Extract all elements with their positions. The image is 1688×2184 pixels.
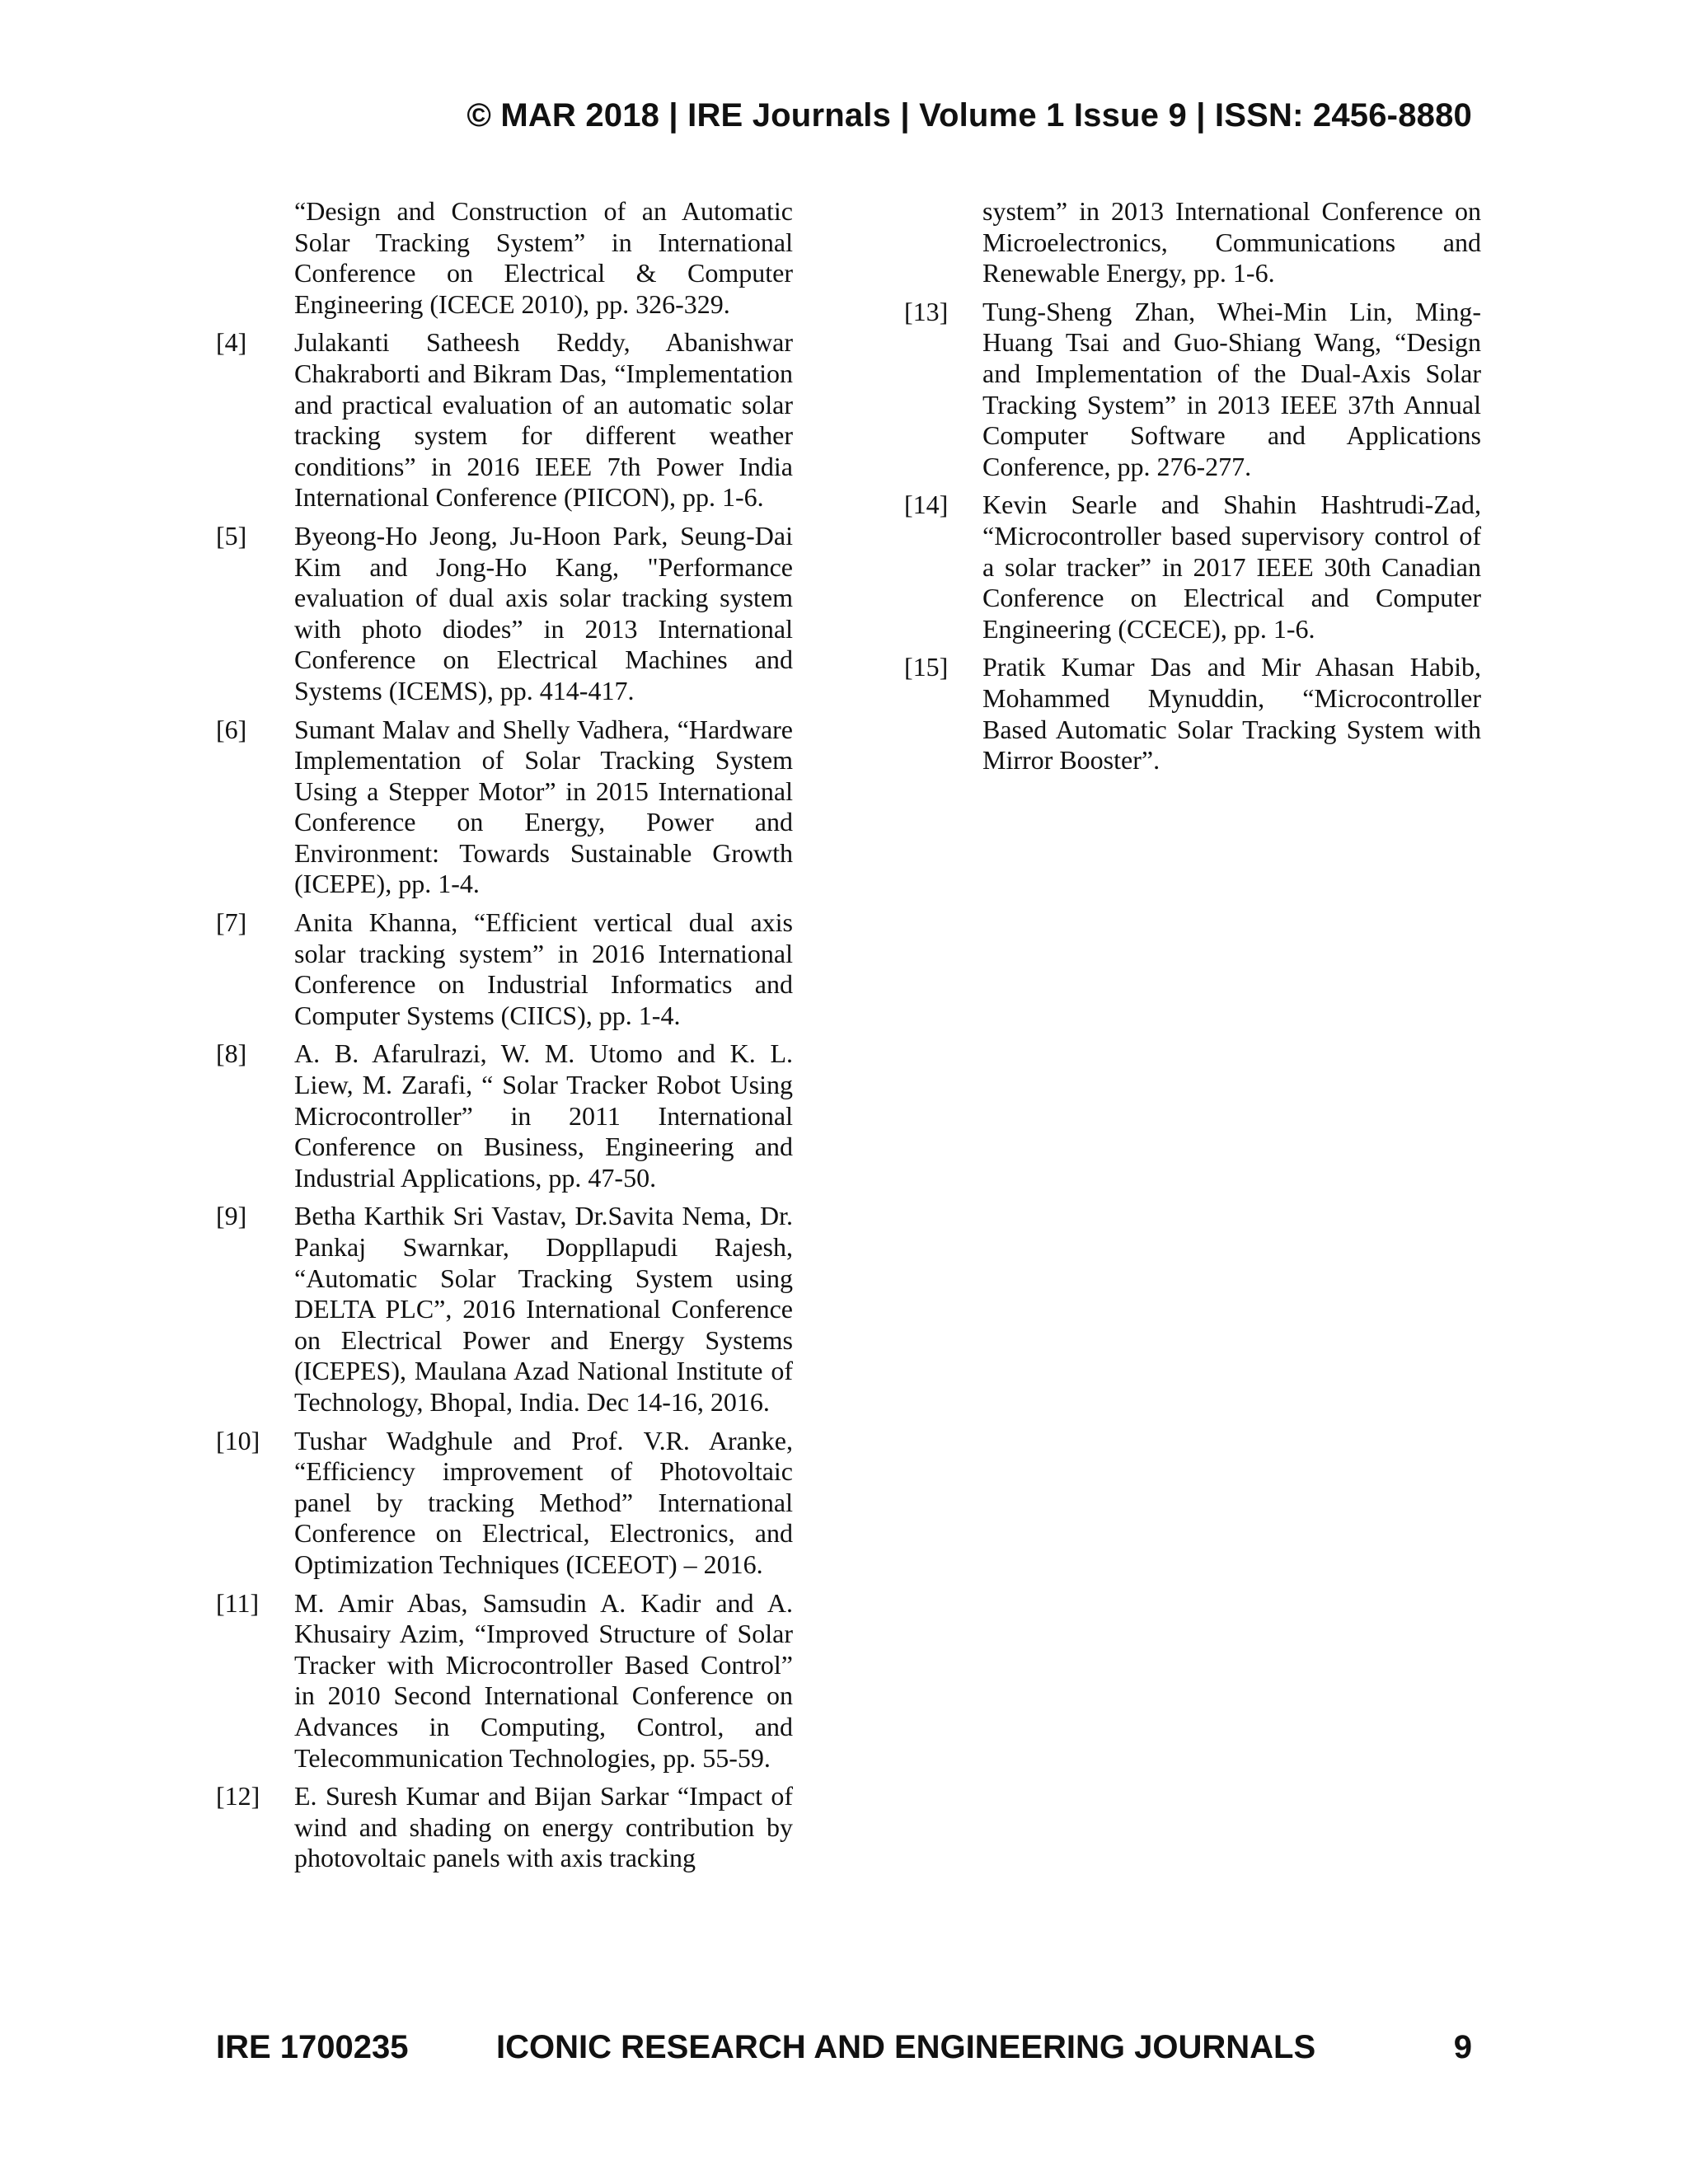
reference-text: Julakanti Satheesh Reddy, Abanishwar Chakraborti and Bikram Das, “Implementation and practical evaluation of an automatic solar tracking system for different weather conditions” in 2016 IEEE 7th Power India International Conference (PIICON), pp. 1-6. <box>294 327 793 513</box>
reference-item <box>904 652 1481 776</box>
reference-item <box>216 521 793 707</box>
reference-number: [4] <box>216 327 247 358</box>
reference-text: Tung-Sheng Zhan, Whei-Min Lin, Ming-Huang Tsai and Guo-Shiang Wang, “Design and Implementation of the Dual-Axis Solar Tracking System” in 2013 IEEE 37th Annual Computer Software and Applications Conference, pp. 276-277. <box>982 296 1481 481</box>
reference-number: [15] <box>904 652 949 682</box>
reference-text: Tushar Wadghule and Prof. V.R. Aranke, “Efficiency improvement of Photovoltaic panel by tracking Method” International Conference on Electrical, Electronics, and Optimization Techniques (ICEEOT) – 2016. <box>294 1425 793 1579</box>
footer-paper-id: IRE 1700235 <box>216 2029 409 2065</box>
reference-number: [11] <box>216 1587 260 1618</box>
reference-number: [9] <box>216 1201 247 1231</box>
reference-text: Pratik Kumar Das and Mir Ahasan Habib, Mohammed Mynuddin, “Microcontroller Based Automatic Solar Tracking System with Mirror Booster”. <box>982 652 1481 776</box>
reference-item <box>216 327 793 513</box>
reference-continuation: system” in 2013 International Conference on Microelectronics, Communications and Renewable Energy, pp. 1-6. <box>982 196 1481 288</box>
reference-item <box>216 1038 793 1193</box>
reference-text: Sumant Malav and Shelly Vadhera, “Hardware Implementation of Solar Tracking System Using a Stepper Motor” in 2015 International Conference on Energy, Power and Environment: Towards Sustainable Growth (ICEPE), pp. 1-4. <box>294 714 793 899</box>
reference-item <box>216 1426 793 1581</box>
reference-number: [14] <box>904 490 949 520</box>
journal-header: © MAR 2018 | IRE Journals | Volume 1 Issue 9 | ISSN: 2456-8880 <box>467 97 1472 134</box>
reference-number: [5] <box>216 520 247 551</box>
reference-number: [13] <box>904 296 949 326</box>
reference-number: [6] <box>216 714 247 744</box>
reference-text: M. Amir Abas, Samsudin A. Kadir and A. Khusairy Azim, “Improved Structure of Solar Tracker with Microcontroller Based Control” in 2010 Second International Conference on Advances in Computing, Control, and Telecommunication Technologies, pp. 55-59. <box>294 1587 793 1773</box>
reference-item <box>216 1781 793 1874</box>
reference-text: A. B. Afarulrazi, W. M. Utomo and K. L. Liew, M. Zarafi, “ Solar Tracker Robot Using Microcontroller” in 2011 International Conference on Business, Engineering and Industrial Applications, pp. 47-50. <box>294 1038 793 1193</box>
reference-item <box>216 715 793 901</box>
reference-item <box>904 297 1481 483</box>
reference-item <box>216 1588 793 1774</box>
reference-item <box>216 907 793 1031</box>
reference-text: Byeong-Ho Jeong, Ju-Hoon Park, Seung-Dai Kim and Jong-Ho Kang, "Performance evaluation of dual axis solar tracking system with photo diodes” in 2013 International Conference on Electrical Machines and Systems (ICEMS), pp. 414-417. <box>294 520 793 705</box>
reference-continuation: “Design and Construction of an Automatic Solar Tracking System” in International Conference on Electrical & Computer Engineering (ICECE 2010), pp. 326-329. <box>294 196 793 319</box>
reference-number: [8] <box>216 1038 247 1069</box>
reference-text: Kevin Searle and Shahin Hashtrudi-Zad, “Microcontroller based supervisory control of a solar tracker” in 2017 IEEE 30th Canadian Conference on Electrical and Computer Engineering (CCECE), pp. 1-6. <box>982 490 1481 644</box>
reference-item <box>216 1201 793 1418</box>
reference-number: [10] <box>216 1425 260 1455</box>
reference-text: Anita Khanna, “Efficient vertical dual axis solar tracking system” in 2016 International Conference on Industrial Informatics and Computer Systems (CIICS), pp. 1-4. <box>294 907 793 1030</box>
right-column <box>904 196 1481 784</box>
reference-text: E. Suresh Kumar and Bijan Sarkar “Impact of wind and shading on energy contribution by photovoltaic panels with axis tracking <box>294 1781 793 1873</box>
reference-number: [7] <box>216 907 247 938</box>
reference-item <box>904 490 1481 644</box>
footer-journal-name: ICONIC RESEARCH AND ENGINEERING JOURNALS <box>496 2029 1316 2065</box>
footer-page-number: 9 <box>1453 2029 1472 2065</box>
reference-text: Betha Karthik Sri Vastav, Dr.Savita Nema, Dr. Pankaj Swarnkar, Doppllapudi Rajesh, “Automatic Solar Tracking System using DELTA PLC”, 2016 International Conference on Electrical Power and Energy Systems (ICEPES), Maulana Azad National Institute of Technology, Bhopal, India. Dec 14-16, 2016. <box>294 1201 793 1417</box>
reference-number: [12] <box>216 1781 260 1811</box>
left-column <box>216 196 793 1882</box>
